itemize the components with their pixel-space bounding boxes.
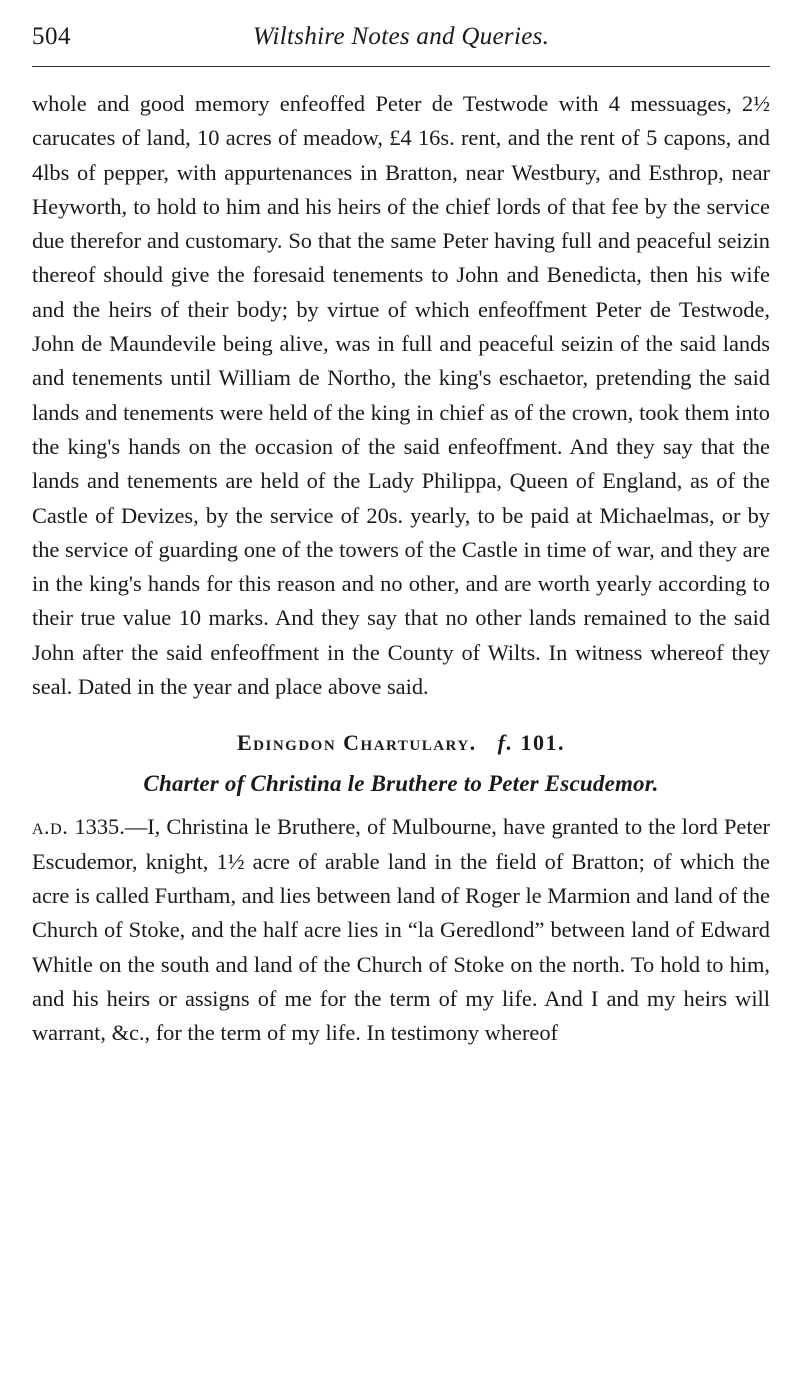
body-paragraph-2-text: 1335.—I, Christina le Bruthere, of Mulbourne, have granted to the lord Peter Escudemor, knight, 1½ acre of arable land in the field of Bratton; of which the acre is called Furtham, and lies between land of Roger le Marmion and land of the Church of Stoke, and the half acre lies in “la Geredlond” between land of Edward Whitle on the south and land of the Church of Stoke on the north. To hold to him, and his heirs or assigns of me for the term of my life. And I and my heirs will warrant, &c., for the term of my life. In testimony whereof (32, 814, 770, 1046)
folio-number: 101. (520, 730, 565, 756)
header-rule (32, 66, 770, 67)
body-paragraph-2 (32, 810, 770, 1050)
page-number: 504 (32, 23, 71, 50)
body-paragraph-1: whole and good memory enfeoffed Peter de Testwode with 4 messuages, 2½ carucates of land, 10 acres of meadow, £4 16s. rent, and the rent of 5 capons, and 4lbs of pepper, with appurtenances in Bratton, near Westbury, and Esthrop, near Heyworth, to hold to him and his heirs of the chief lords of that fee by the service due therefor and customary. So that the same Peter having full and peaceful seizin thereof should give the foresaid tenements to John and Benedicta, then his wife and the heirs of their body; by virtue of which enfeoffment Peter de Testwode, John de Maundevile being alive, was in full and peaceful seizin of the said lands and tenements until William de Northo, the king's eschaetor, pretending the said lands and tenements were held of the king in chief as of the crown, took them into the king's hands on the occasion of the said enfeoffment. And they say that the lands and tenements are held of the Lady Philippa, Queen of England, as of the Castle of Devizes, by the service of 20s. yearly, to be paid at Michaelmas, or by the service of guarding one of the towers of the Castle in time of war, and they are in the king's hands for this reason and no other, and are worth yearly according to their true value 10 marks. And they say that no other lands remained to the said John after the said enfeoffment in the County of Wilts. In witness whereof they seal. Dated in the year and place above said. (32, 91, 770, 700)
running-header (32, 18, 770, 56)
section-heading-text: Edingdon Chartulary. (236, 730, 477, 756)
running-title: Wiltshire Notes and Queries. (252, 23, 550, 50)
document-page (32, 18, 770, 1050)
charter-title: Charter of Christina le Bruthere to Peter Escudemor. (143, 771, 659, 797)
section-heading (32, 726, 770, 760)
date-label: a.d. (32, 814, 69, 840)
folio-abbrev: f. (497, 730, 514, 756)
